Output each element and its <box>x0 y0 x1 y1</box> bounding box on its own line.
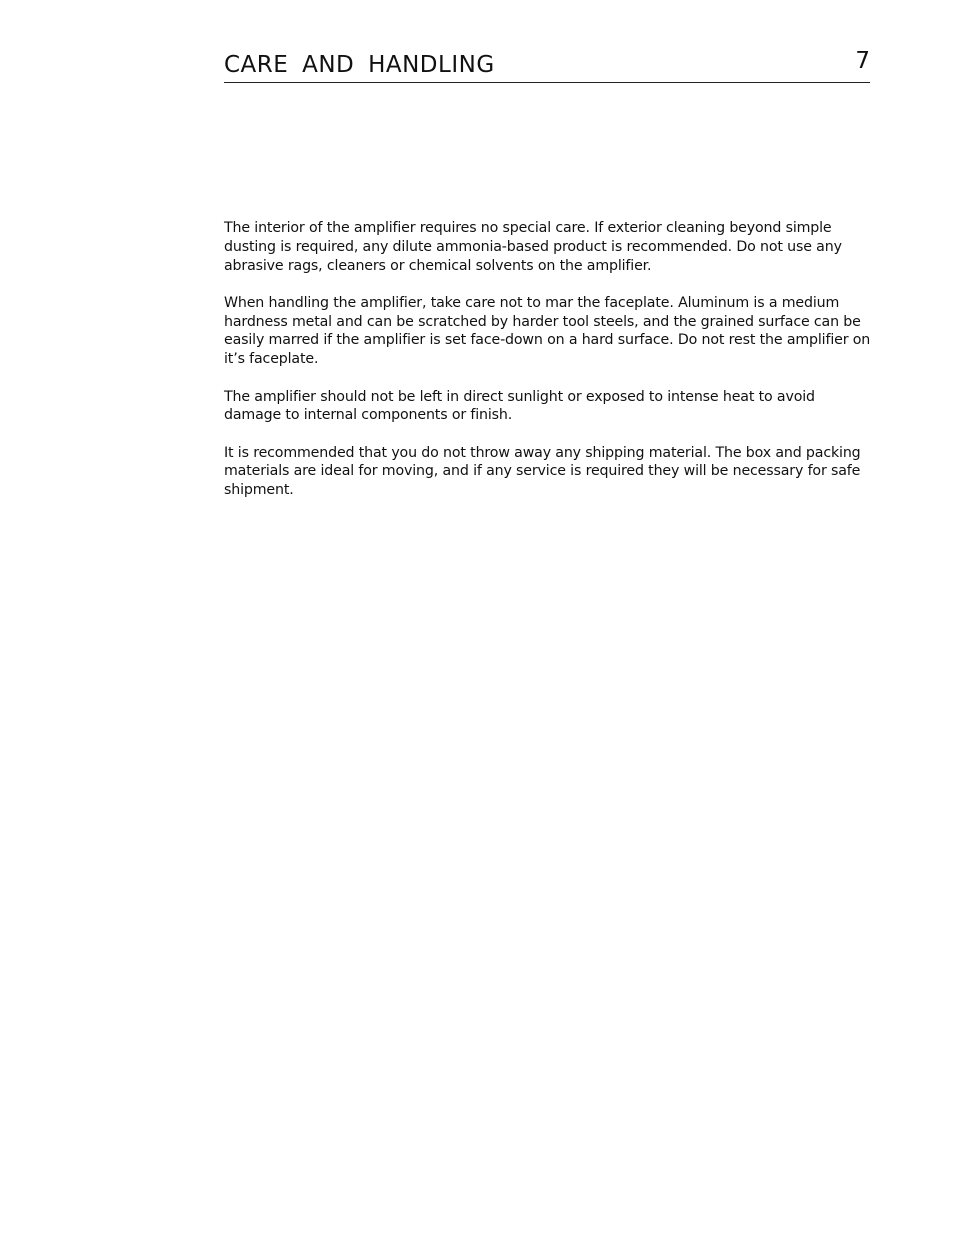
page-number: 7 <box>855 48 870 74</box>
paragraph-sunlight: The amplifier should not be left in direct sunlight or exposed to intense heat to avoid damage to internal components or finish. <box>224 388 815 424</box>
page-header <box>224 46 870 83</box>
body-text <box>224 219 876 519</box>
paragraph-shipping-material: It is recommended that you do not throw away any shipping material. The box and packing materials are ideal for moving, and if any service is required they will be necessary for safe shipment. <box>224 444 861 499</box>
paragraph-interior-care: The interior of the amplifier requires no special care. If exterior cleaning beyond simple dusting is required, any dilute ammonia-based product is recommended. Do not use any abrasive rags, cleaners or chemical solvents on the amplifier. <box>224 220 842 274</box>
page-title: CARE AND HANDLING <box>224 52 495 78</box>
paragraph-handling: When handling the amplifier, take care not to mar the faceplate. Aluminum is a medium hardness metal and can be scratched by harder tool steels, and the grained surface can be easily marred if the amplifier is set face-down on a hard surface. Do not rest the amplifier on it’s faceplate. <box>224 294 871 368</box>
